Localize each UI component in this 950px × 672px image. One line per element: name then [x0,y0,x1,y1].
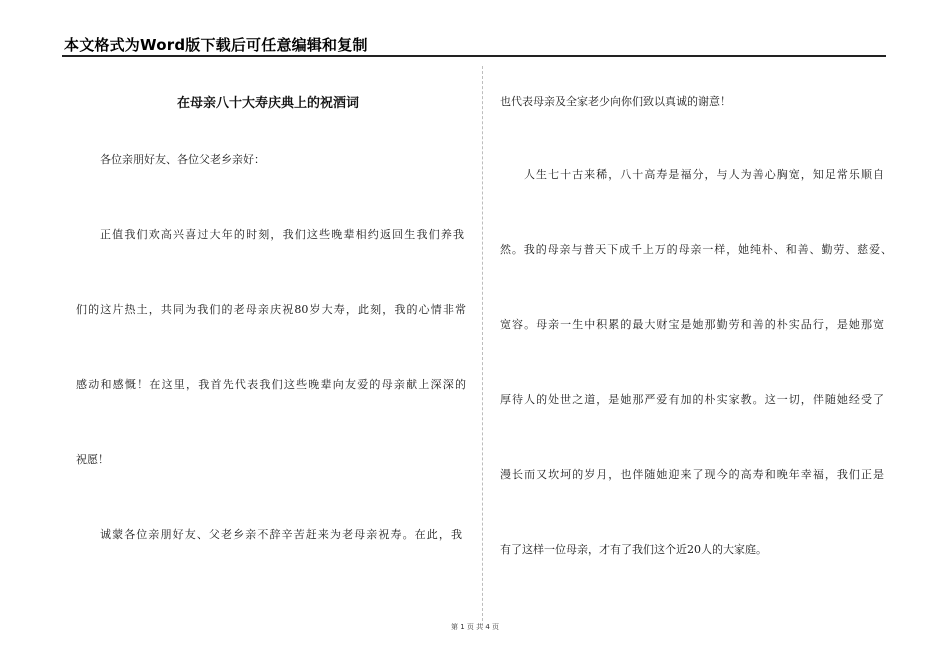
paragraph-line: 各位亲朋好友、各位父老乡亲好： [100,153,265,166]
paragraph-line: 然。我的母亲与普天下成千上万的母亲一样，她纯朴、和善、勤劳、慈爱、 [500,243,892,256]
column-divider [482,66,483,626]
paragraph-line: 有了这样一位母亲，才有了我们这个近20人的大家庭。 [500,543,767,556]
header-divider [62,55,886,57]
paragraph-line: 也代表母亲及全家老少向你们致以真诚的谢意！ [500,95,731,108]
paragraph-line: 正值我们欢高兴喜过大年的时刻，我们这些晚辈相约返回生我们养我 [100,228,464,241]
paragraph-line: 诚蒙各位亲朋好友、父老乡亲不辞辛苦赶来为老母亲祝寿。在此，我 [100,528,462,541]
paragraph-line: 漫长而又坎坷的岁月，也伴随她迎来了现今的高寿和晚年幸福，我们正是 [500,468,884,481]
paragraph-line: 们的这片热土，共同为我们的老母亲庆祝80岁大寿，此刻，我的心情非常 [76,303,466,316]
document-title: 在母亲八十大寿庆典上的祝酒词 [176,96,359,111]
paragraph-line: 感动和感慨！在这里，我首先代表我们这些晚辈向友爱的母亲献上深深的 [76,378,466,391]
paragraph-line: 宽容。母亲一生中积累的最大财宝是她那勤劳和善的朴实品行，是她那宽 [500,318,884,331]
paragraph-line: 祝愿！ [76,453,109,466]
document-header: 本文格式为Word版下载后可任意编辑和复制 [64,36,368,54]
paragraph-line: 人生七十古来稀，八十高寿是福分，与人为善心胸宽，知足常乐顺自 [524,168,884,181]
page-number: 第 1 页 共 4 页 [450,623,500,631]
paragraph-line: 厚待人的处世之道，是她那严爱有加的朴实家教。这一切，伴随她经受了 [500,393,884,406]
